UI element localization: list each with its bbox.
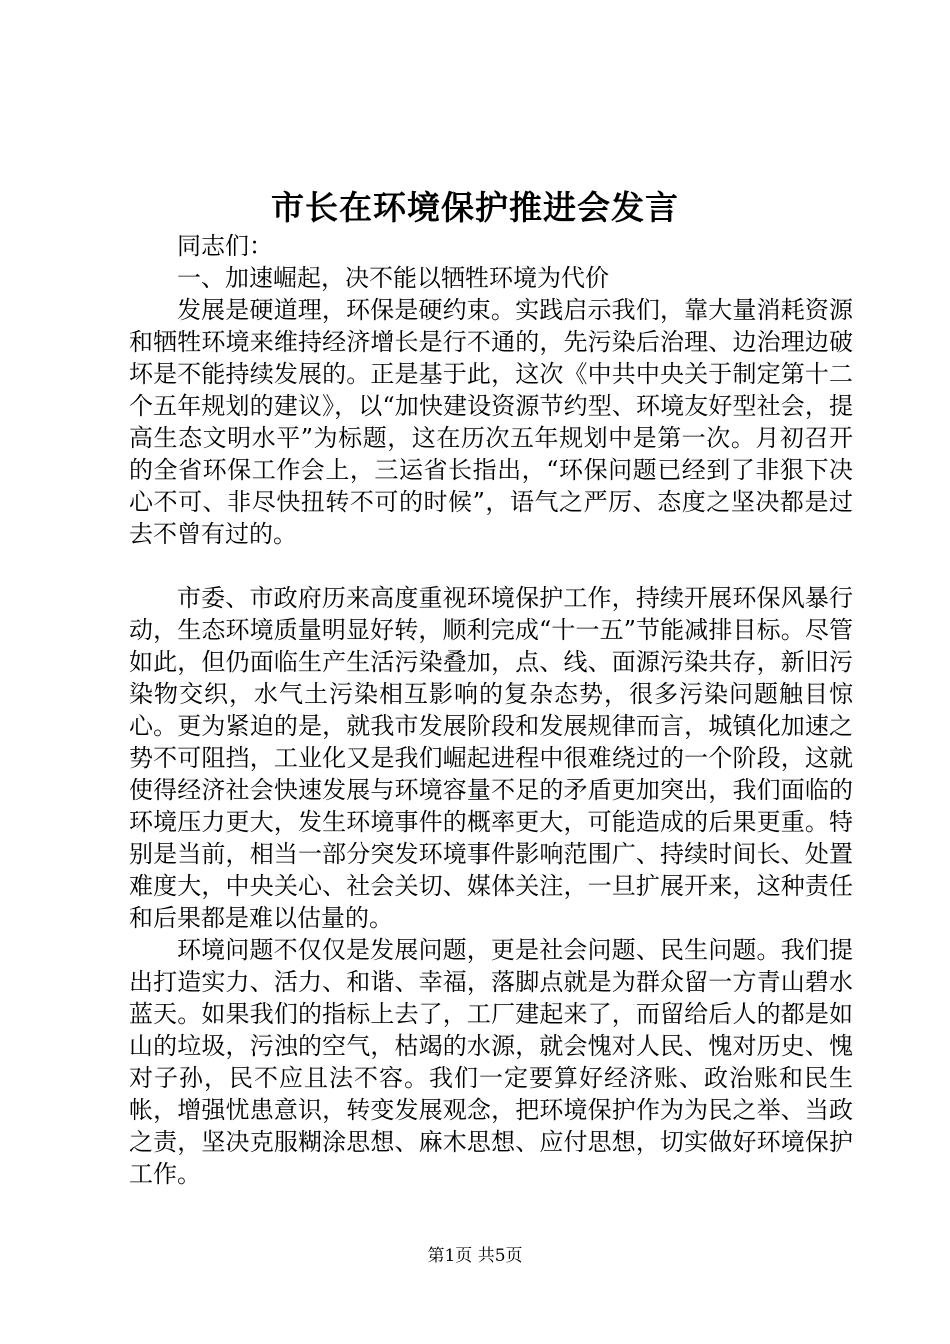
body-paragraph: 环境问题不仅仅是发展问题，更是社会问题、民生问题。我们提出打造实力、活力、和谐、幸福，落脚点就是为群众留一方青山碧水蓝天。如果我们的指标上去了，工厂建起来了，而留给后人的都是如山的垃圾，污浊的空气，枯竭的水源，就会愧对人民、愧对历史、愧对子孙，民不应且法不容。我们一定要算好经济账、政治账和民生帐，增强忧患意识，转变发展观念，把环境保护作为为民之举、当政之责，坚决克服糊涂思想、麻木思想、应付思想，切实做好环境保护工作。 bbox=[129, 936, 853, 1188]
body-paragraph: 市委、市政府历来高度重视环境保护工作，持续开展环保风暴行动，生态环境质量明显好转，顺利完成“十一五”节能减排目标。尽管如此，但仍面临生产生活污染叠加，点、线、面源污染共存，新旧污染物交织，水气土污染相互影响的复杂态势，很多污染问题触目惊心。更为紧迫的是，就我市发展阶段和发展规律而言，城镇化加速之势不可阻挡，工业化又是我们崛起进程中很难绕过的一个阶段，这就使得经济社会快速发展与环境容量不足的矛盾更加突出，我们面临的环境压力更大，发生环境事件的概率更大，可能造成的后果更重。特别是当前，相当一部分突发环境事件影响范围广、持续时间长、处置难度大，中央关心、社会关切、媒体关注，一旦扩展开来，这种责任和后果都是难以估量的。 bbox=[129, 584, 853, 932]
section-heading: 一、加速崛起，决不能以牺牲环境为代价 bbox=[177, 264, 609, 292]
page-footer: 第1页 共5页 bbox=[427, 1246, 523, 1266]
document-title: 市长在环境保护推进会发言 bbox=[271, 188, 679, 227]
body-paragraph: 发展是硬道理，环保是硬约束。实践启示我们，靠大量消耗资源和牺牲环境来维持经济增长是行不通的，先污染后治理、边治理边破坏是不能持续发展的。正是基于此，这次《中共中央关于制定第十二个五年规划的建议》，以“加快建设资源节约型、环境友好型社会，提高生态文明水平”为标题，这在历次五年规划中是第一次。月初召开的全省环保工作会上，三运省长指出，“环保问题已经到了非狠下决心不可、非尽快扭转不可的时候”，语气之严厉、态度之坚决都是过去不曾有过的。 bbox=[129, 296, 853, 548]
document-body bbox=[129, 230, 853, 1190]
salutation: 同志们： bbox=[177, 232, 273, 260]
